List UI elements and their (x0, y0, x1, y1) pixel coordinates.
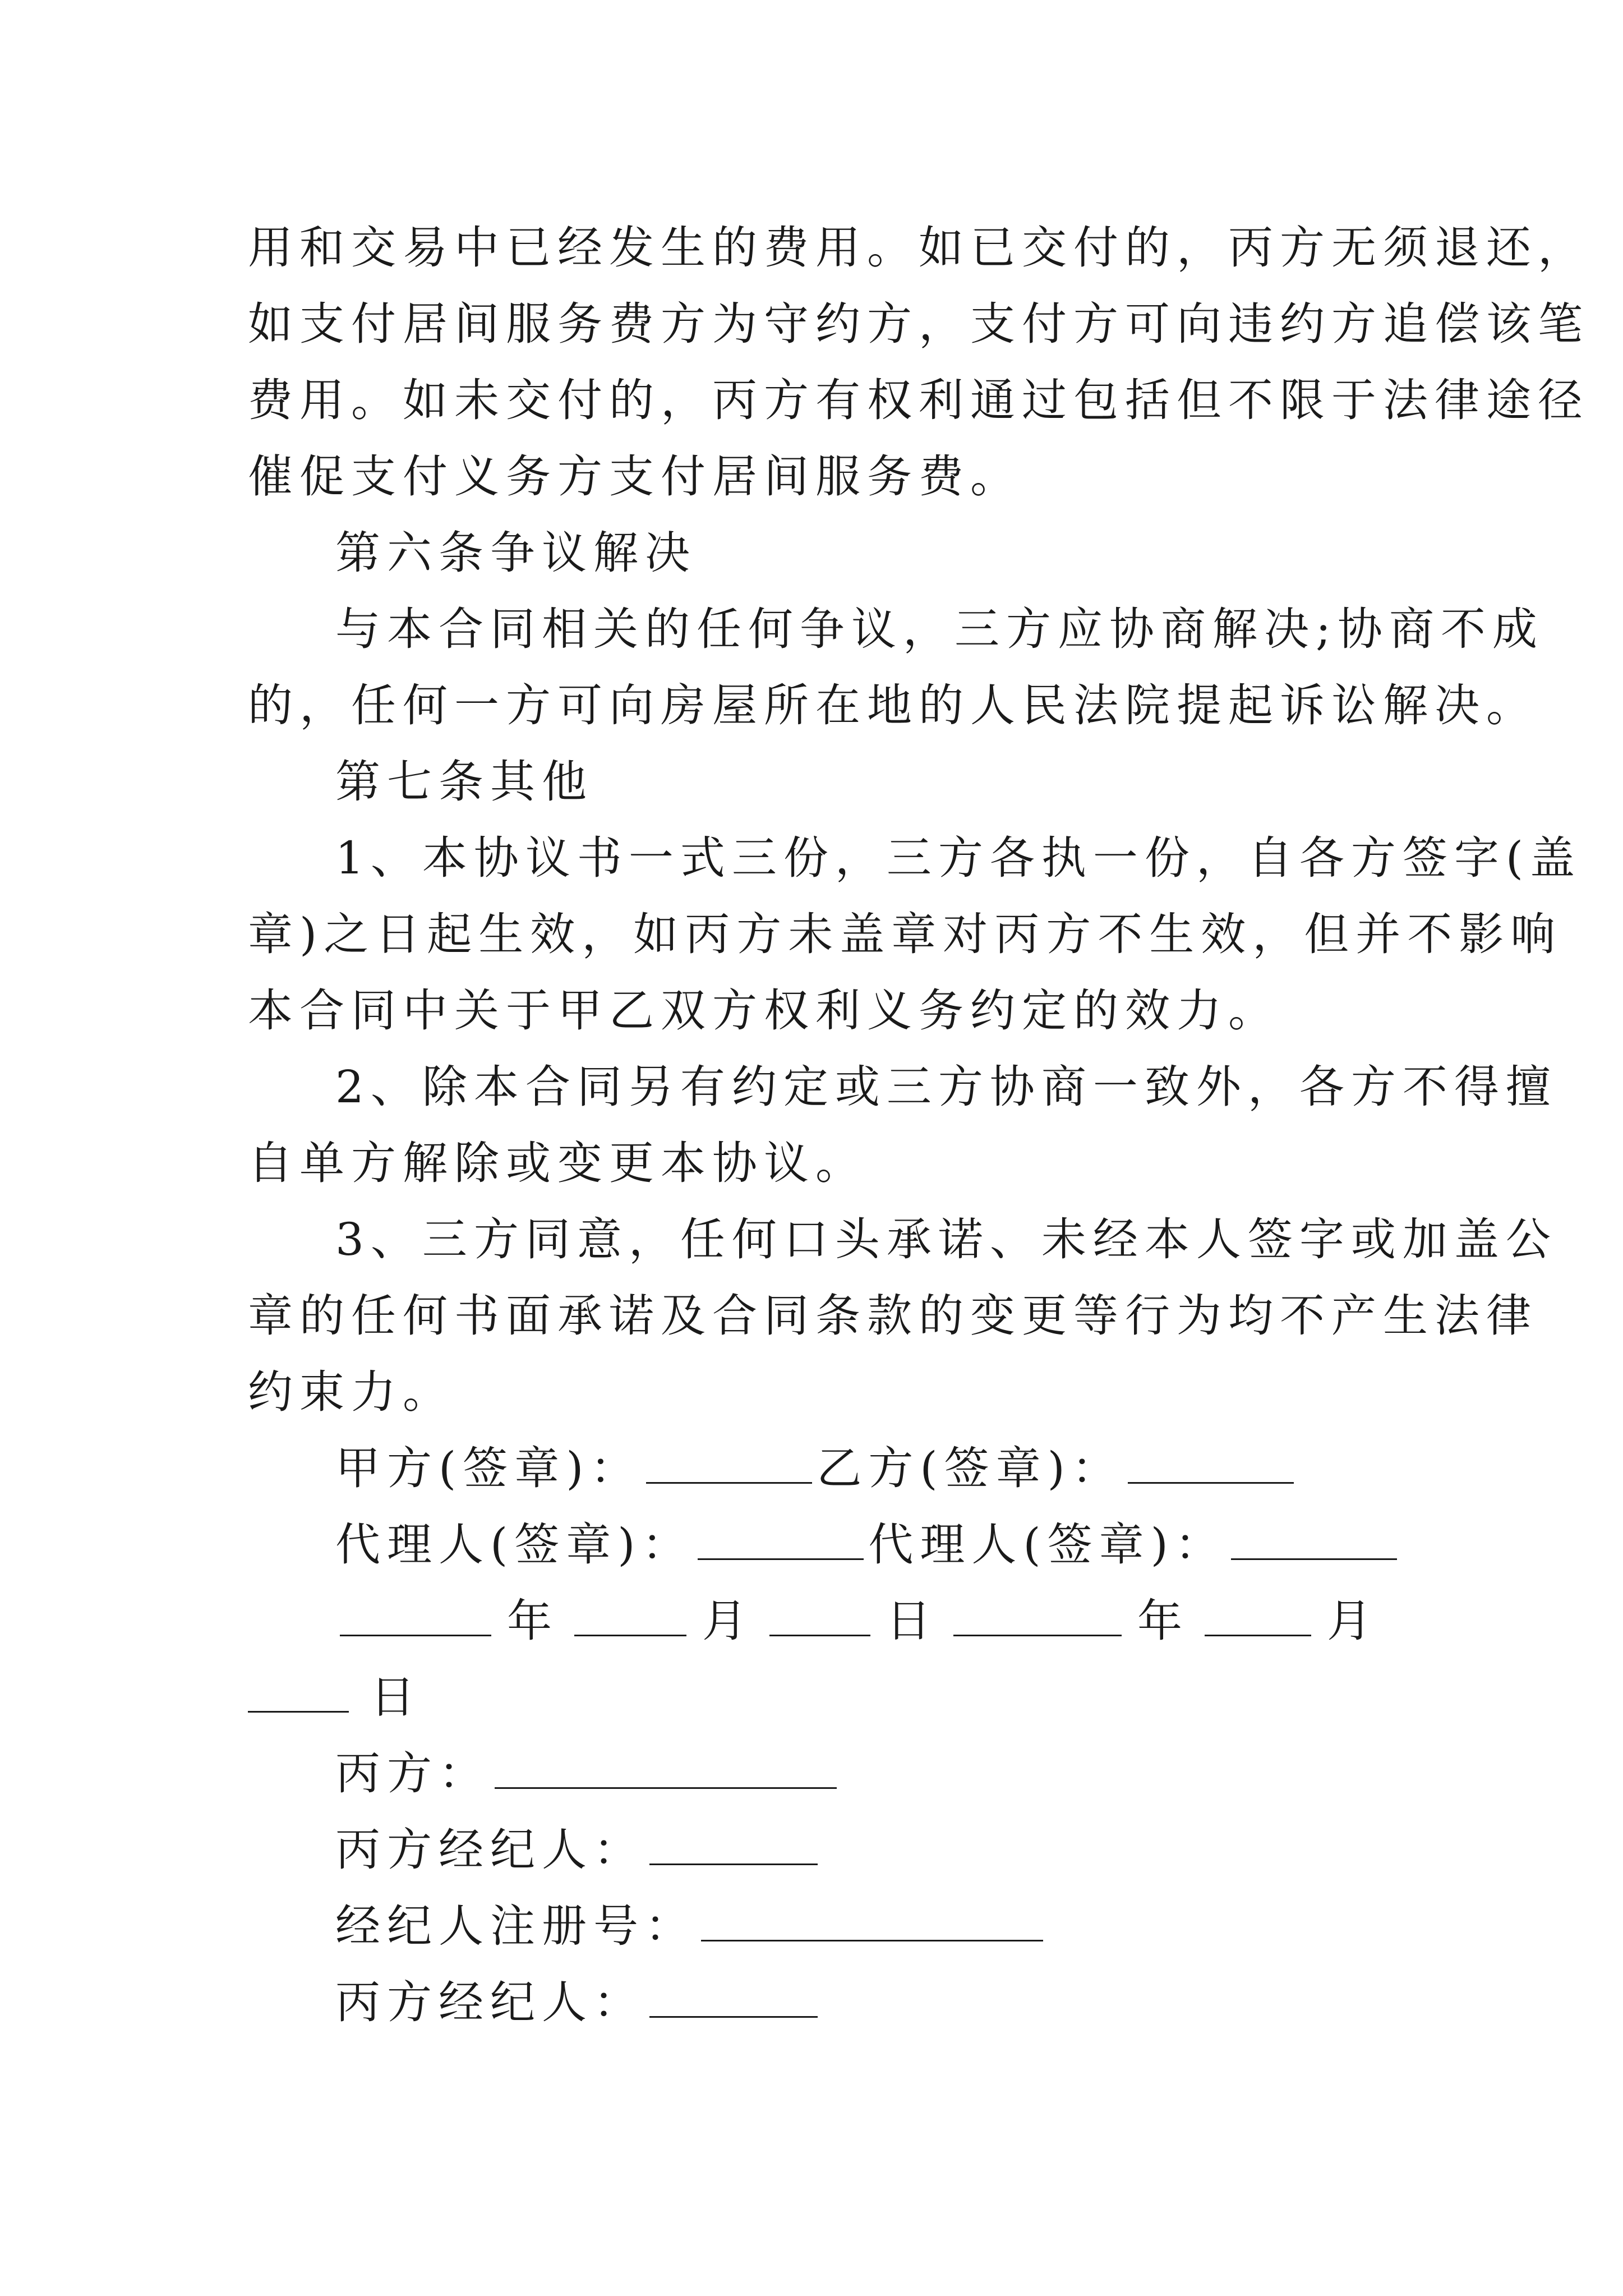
day-blank-1[interactable] (769, 1595, 870, 1636)
signature-row-agents (335, 1517, 1401, 1573)
year-blank-2[interactable] (953, 1595, 1122, 1636)
paragraph-line: 催促支付义务方支付居间服务费。 (248, 450, 1022, 503)
paragraph-line: 与本合同相关的任何争议，三方应协商解决;协商不成 (335, 603, 1544, 655)
date-row (335, 1593, 1390, 1649)
agent-b-label: 代理人(签章)： (868, 1519, 1227, 1571)
party-c-broker-blank[interactable] (649, 1824, 818, 1865)
signature-row-parties (335, 1441, 1298, 1497)
paragraph-line: 的，任何一方可向房屋所在地的人民法院提起诉讼解决。 (248, 679, 1538, 731)
date-row-continued (248, 1669, 422, 1726)
paragraph-line: 费用。如未交付的，丙方有权利通过包括但不限于法律途径 (248, 374, 1589, 426)
month-blank-1[interactable] (574, 1595, 686, 1636)
broker-reg-blank[interactable] (701, 1901, 1043, 1941)
year-blank-1[interactable] (340, 1595, 491, 1636)
party-c-broker-blank-2[interactable] (649, 1977, 818, 2018)
article-heading: 第七条其他 (335, 756, 593, 808)
party-c-broker-row-2 (335, 1975, 822, 2031)
party-b-blank[interactable] (1128, 1443, 1294, 1484)
party-c-label: 丙方： (335, 1747, 490, 1800)
month-label: 月 (702, 1595, 754, 1647)
clause-line: 自单方解除或变更本协议。 (248, 1137, 867, 1189)
clause-line: 3、三方同意，任何口头承诺、未经本人签字或加盖公 (335, 1213, 1557, 1266)
article-heading: 第六条争议解决 (335, 527, 697, 579)
party-b-label: 乙方(签章)： (817, 1442, 1123, 1494)
party-c-broker-row (335, 1822, 822, 1878)
paragraph-line: 如支付居间服务费方为守约方，支付方可向违约方追偿该笔 (248, 298, 1589, 350)
day-label: 日 (886, 1595, 938, 1647)
day-blank-2[interactable] (248, 1672, 349, 1713)
broker-reg-row (335, 1898, 1048, 1954)
party-c-broker-label: 丙方经纪人： (335, 1976, 645, 2028)
year-label: 年 (1137, 1595, 1189, 1647)
year-label: 年 (507, 1595, 559, 1647)
clause-line: 约束力。 (248, 1366, 454, 1418)
party-c-row (335, 1746, 841, 1802)
month-blank-2[interactable] (1205, 1595, 1311, 1636)
clause-line: 本合同中关于甲乙双方权利义务约定的效力。 (248, 984, 1280, 1037)
paragraph-line: 用和交易中已经发生的费用。如已交付的，丙方无须退还， (248, 222, 1589, 274)
party-c-broker-label: 丙方经纪人： (335, 1824, 645, 1876)
clause-line: 1、本协议书一式三份，三方各执一份，自各方签字(盖 (335, 832, 1582, 884)
broker-reg-label: 经纪人注册号： (335, 1900, 697, 1952)
agent-b-blank[interactable] (1231, 1519, 1397, 1560)
party-a-blank[interactable] (646, 1443, 812, 1484)
clause-line: 章)之日起生效，如丙方未盖章对丙方不生效，但并不影响 (248, 908, 1562, 960)
clause-line: 章的任何书面承诺及合同条款的变更等行为均不产生法律 (248, 1290, 1538, 1342)
party-a-label: 甲方(签章)： (335, 1442, 642, 1494)
agent-a-label: 代理人(签章)： (335, 1519, 694, 1571)
day-label: 日 (370, 1671, 422, 1723)
month-label: 月 (1327, 1595, 1378, 1647)
agent-a-blank[interactable] (698, 1519, 864, 1560)
party-c-blank[interactable] (495, 1748, 837, 1789)
clause-line: 2、除本合同另有约定或三方协商一致外，各方不得擅 (335, 1061, 1557, 1113)
